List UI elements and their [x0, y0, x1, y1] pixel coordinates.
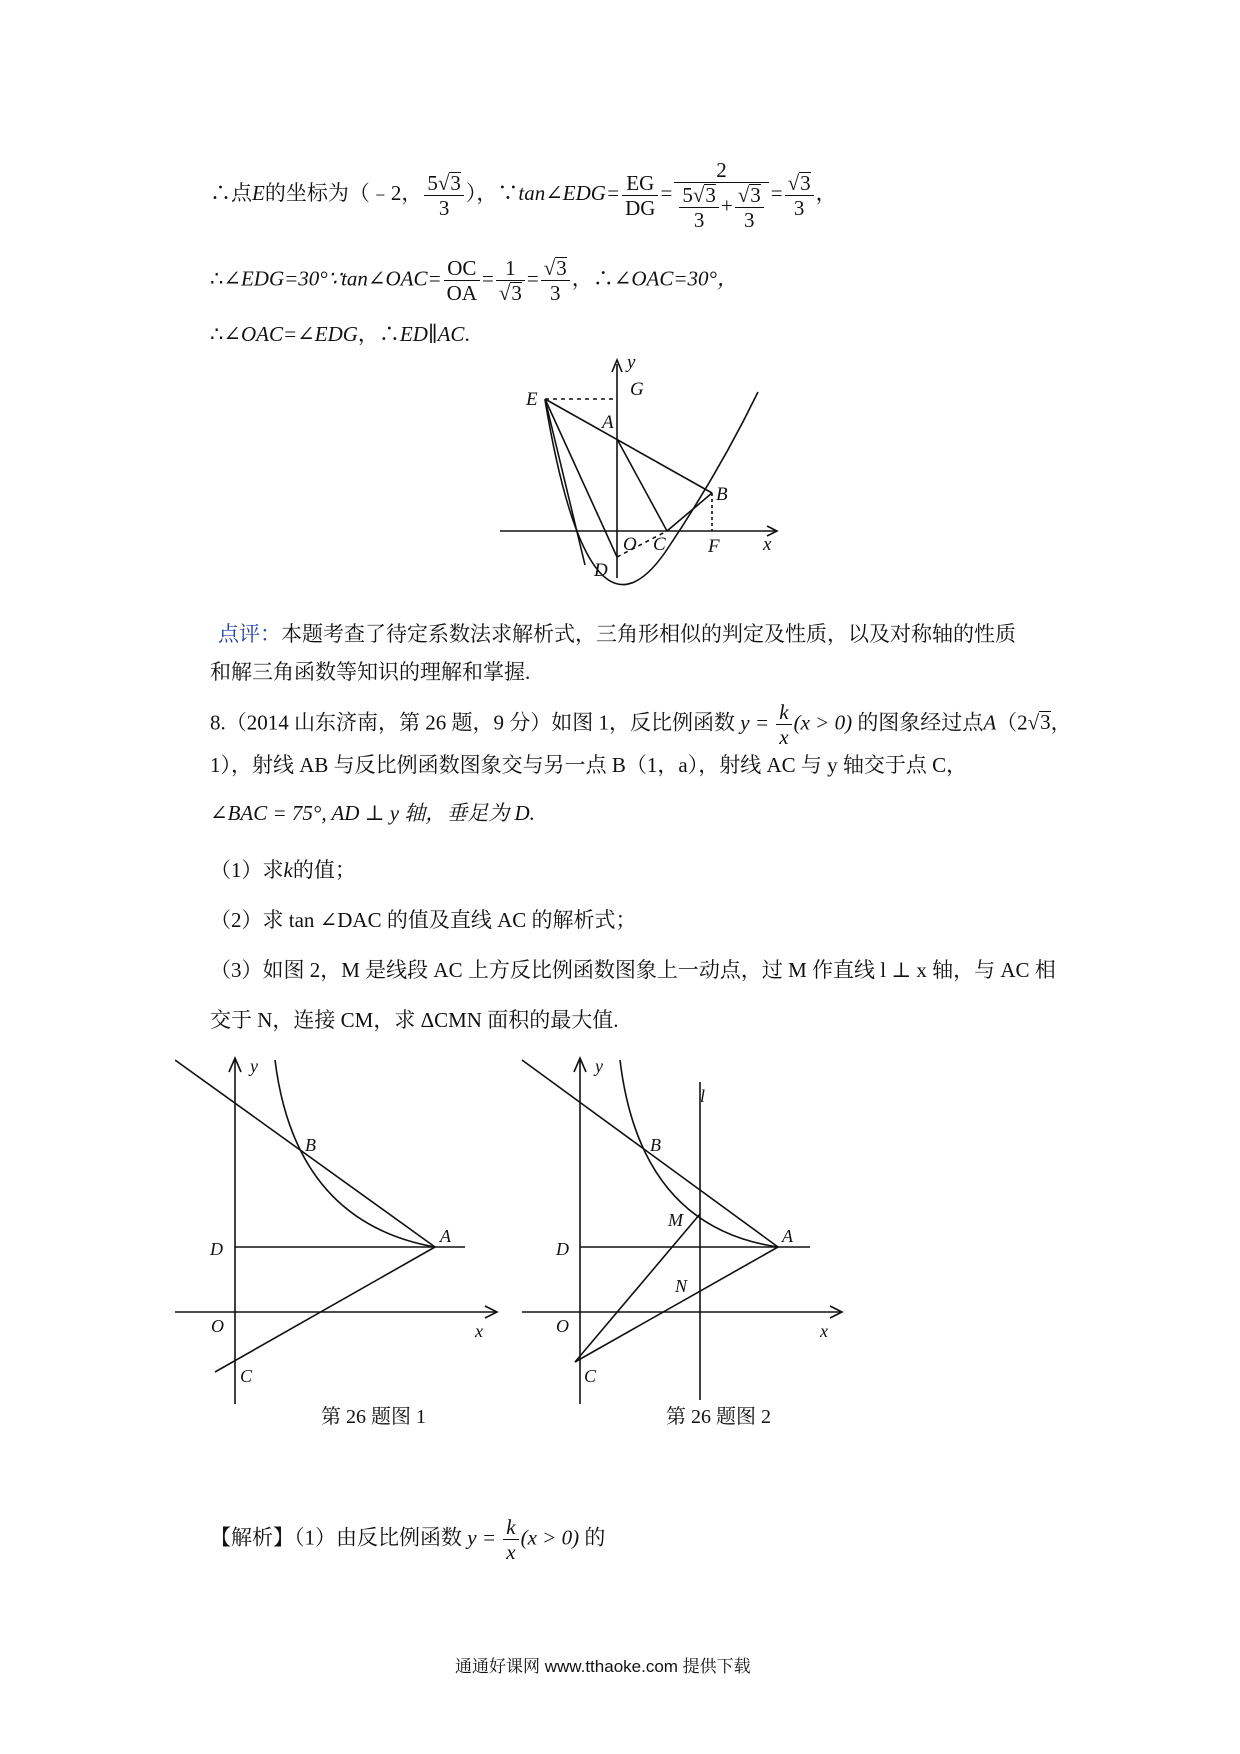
- fraction-1-over-sqrt3: [496, 256, 525, 305]
- fraction-k-over-x: [503, 1515, 518, 1564]
- solution-line-1: [210, 158, 837, 232]
- text: ，∴: [357, 322, 400, 346]
- text: 3: [438, 195, 450, 220]
- fraction-EG-over-DG: [622, 171, 658, 220]
- fraction-5sqrt3-over-3: [424, 171, 464, 220]
- text: 3: [511, 281, 522, 305]
- text: tan∠EDG=: [518, 180, 621, 205]
- text: OAC=∠EDG: [240, 322, 358, 346]
- analysis-label: 【解析】: [210, 1525, 294, 1550]
- text: =: [482, 266, 494, 291]
- text: k: [503, 1515, 518, 1540]
- text: (x > 0): [793, 710, 853, 735]
- hyperbola-curve: [620, 1060, 778, 1247]
- segment-CB: [667, 493, 712, 531]
- label-B: B: [305, 1135, 316, 1155]
- text: 3: [750, 183, 761, 207]
- label-B: B: [716, 484, 728, 505]
- hyperbola-curve: [275, 1060, 435, 1247]
- text: ，: [815, 180, 837, 205]
- text: 3: [743, 208, 755, 232]
- text: ，∴∠: [571, 266, 632, 291]
- text: k: [776, 700, 791, 725]
- caption-26-2: [666, 1400, 771, 1429]
- review-label: 点评：: [218, 622, 281, 646]
- ray-AC: [215, 1247, 435, 1372]
- text: （1）求: [210, 858, 284, 882]
- text: EG: [622, 171, 658, 196]
- text: 3: [450, 170, 461, 195]
- text: (x > 0): [520, 1525, 580, 1550]
- label-l: l: [700, 1086, 706, 1106]
- text: y =: [740, 710, 769, 735]
- sqrt-symbol: √: [737, 183, 750, 207]
- fraction-sqrt3-over-3: [785, 171, 814, 220]
- figure-caption: 第 26 题图 2: [666, 1406, 771, 1428]
- fraction-sqrt3-over-3: [735, 183, 764, 232]
- figure-caption: 第 26 题图 1: [321, 1406, 426, 1428]
- fraction-OC-over-OA: [444, 256, 480, 305]
- caption-26-1: [321, 1400, 426, 1429]
- text: （2）求 tan ∠DAC 的值及直线 AC 的解析式；: [210, 908, 637, 932]
- text: 交于 N，连接 CM，求 ΔCMN 面积的最大值.: [210, 1008, 619, 1032]
- footer-text: 通通好课网 www.tthaoke.com 提供下载: [455, 1657, 751, 1676]
- text: .: [464, 322, 470, 346]
- question-1: [210, 854, 356, 884]
- text: OA: [446, 281, 478, 305]
- text: 的坐标为（﹣2，: [264, 180, 423, 205]
- label-A: A: [440, 1226, 451, 1246]
- review-text: 和解三角函数等知识的理解和掌握.: [210, 660, 531, 684]
- text: k: [283, 858, 293, 882]
- text: 1），射线 AB 与反比例函数图象交与另一点 B（1，a），射线 AC 与 y 轴交于点 C，: [210, 753, 968, 777]
- text: DG: [625, 195, 656, 220]
- question-2: [210, 904, 637, 934]
- fraction-k-over-x: [776, 700, 791, 749]
- text: 2: [674, 158, 768, 183]
- text: 5: [682, 183, 693, 207]
- ray-AC: [575, 1247, 778, 1362]
- label-A: A: [602, 412, 614, 433]
- text: ED∥AC: [399, 322, 465, 346]
- text: ∴∠: [210, 322, 241, 346]
- segment-E-curve: [545, 399, 585, 565]
- label-O: O: [211, 1316, 224, 1336]
- label-F: F: [708, 536, 720, 557]
- sqrt-symbol: √: [1027, 710, 1040, 735]
- text: （3）如图 2，M 是线段 AC 上方反比例函数图象上一动点，过 M 作直线 l ⊥ x 轴，与 AC 相: [210, 958, 1056, 982]
- label-x: x: [820, 1321, 828, 1341]
- text: （1）由反比例函数: [294, 1525, 462, 1550]
- text: =: [526, 266, 539, 291]
- sqrt-symbol: √: [787, 170, 800, 195]
- text: 8.（2014 山东济南，第 26 题，9 分）如图 1，反比例函数: [210, 710, 735, 735]
- text: OAC=30°，: [631, 266, 738, 291]
- text: 3: [793, 195, 805, 220]
- review-line-1: [218, 618, 1016, 648]
- text: 的图象经过点: [857, 710, 984, 735]
- label-E: E: [526, 389, 538, 410]
- footer: [455, 1652, 751, 1677]
- question-3-line-2: [210, 1004, 618, 1034]
- label-C: C: [240, 1366, 253, 1386]
- text: =: [770, 180, 783, 205]
- text: 的: [584, 1525, 606, 1550]
- question-3-line-1: [210, 954, 1056, 984]
- text: 3: [550, 281, 561, 305]
- text: 3: [800, 170, 811, 195]
- text: ∴∠: [210, 266, 241, 291]
- label-M: M: [668, 1210, 683, 1230]
- text: ，: [1050, 710, 1072, 735]
- label-D: D: [210, 1239, 223, 1259]
- label-C: C: [584, 1366, 597, 1386]
- problem8-line-3: [210, 797, 535, 827]
- text: 3: [1040, 710, 1051, 735]
- sqrt-symbol: √: [692, 183, 705, 207]
- text: 的值；: [292, 858, 356, 882]
- text: 1: [496, 256, 525, 281]
- fraction-denominator: [674, 183, 768, 232]
- text: x: [506, 1540, 516, 1564]
- label-N: N: [675, 1276, 688, 1296]
- fraction-2-over-sum: [674, 158, 768, 232]
- text: 5: [427, 170, 438, 195]
- text: EDG=30°∵: [240, 266, 342, 291]
- text: =: [660, 180, 673, 205]
- label-O: O: [623, 534, 637, 555]
- problem8-line-1: [210, 700, 1072, 749]
- label-y: y: [627, 352, 636, 373]
- sqrt-symbol: √: [437, 170, 450, 195]
- text: 3: [705, 183, 716, 207]
- fraction-sqrt3-over-3: [541, 256, 570, 305]
- label-y: y: [250, 1056, 258, 1076]
- label-D: D: [594, 560, 608, 581]
- solution-line-3: [210, 318, 470, 348]
- text: x: [779, 725, 789, 749]
- segment-EB: [545, 399, 712, 493]
- label-A: A: [782, 1226, 793, 1246]
- problem8-line-2: [210, 749, 967, 779]
- review-line-2: [210, 656, 530, 686]
- label-x: x: [475, 1321, 483, 1341]
- label-D: D: [556, 1239, 569, 1259]
- label-O: O: [556, 1316, 569, 1336]
- label-x: x: [763, 534, 772, 555]
- label-y: y: [595, 1056, 603, 1076]
- fraction-5sqrt3-over-3: [679, 183, 719, 232]
- label-C: C: [653, 534, 666, 555]
- text: OC: [444, 256, 480, 281]
- text: 3: [556, 256, 567, 280]
- figure-26-1: [175, 1052, 505, 1412]
- review-text: 本题考查了待定系数法求解析式，三角形相似的判定及性质，以及对称轴的性质: [281, 622, 1016, 646]
- solution-line-2: [210, 256, 738, 305]
- text: 3: [693, 208, 705, 232]
- text: y =: [467, 1525, 496, 1550]
- text: ∴点: [210, 180, 252, 205]
- figure-26-2: [520, 1052, 850, 1412]
- text: tan∠OAC=: [341, 266, 442, 291]
- text: E: [252, 180, 265, 205]
- sqrt-symbol: √: [543, 256, 556, 280]
- parabola-figure: [490, 350, 790, 590]
- text: +: [720, 193, 733, 218]
- sqrt-symbol: √: [498, 281, 511, 305]
- text: （2: [996, 710, 1028, 735]
- label-B: B: [650, 1135, 661, 1155]
- analysis-line: [210, 1515, 605, 1564]
- text: ∠BAC = 75°, AD ⊥ y 轴，垂足为 D.: [210, 801, 535, 825]
- label-G: G: [630, 379, 644, 400]
- text: A: [983, 710, 997, 735]
- text: ），∵: [465, 180, 519, 205]
